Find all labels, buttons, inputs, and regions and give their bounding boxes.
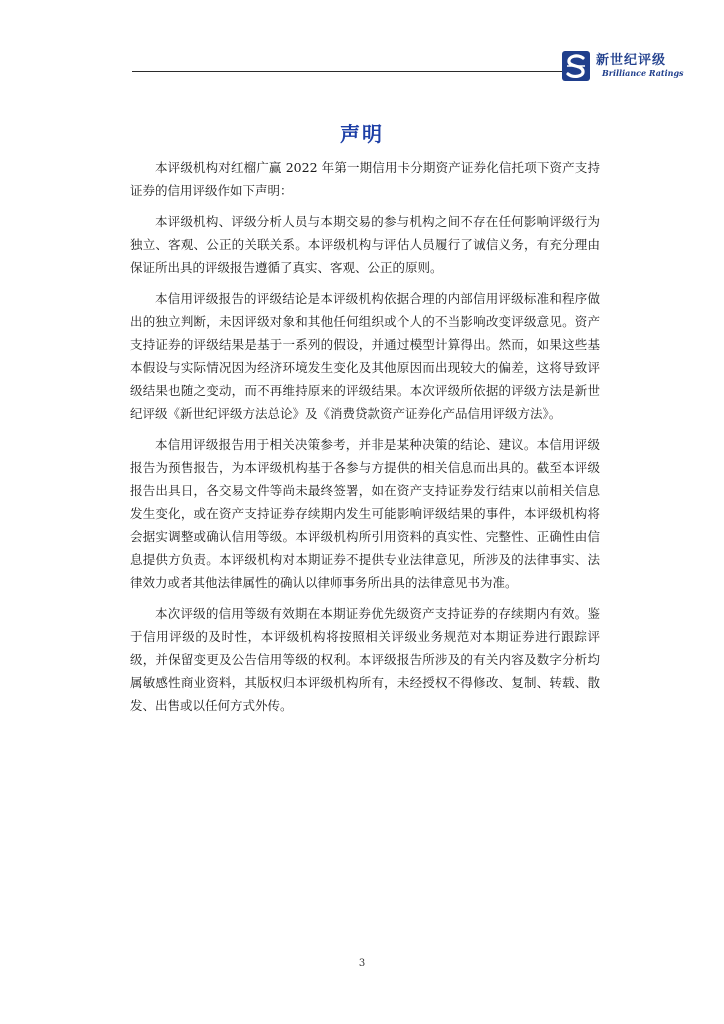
logo-chinese-text: 新世纪评级 [596, 53, 667, 68]
paragraph-independence: 本评级机构、评级分析人员与本期交易的参与机构之间不存在任何影响评级行为独立、客观、公正的关联关系。本评级机构与评估人员履行了诚信义务，有充分理由保证所出具的评级报告遵循了真实、客观、公正的原则。 [130, 214, 600, 275]
paragraph-rating-conclusion: 本信用评级报告的评级结论是本评级机构依据合理的内部信用评级标准和程序做出的独立判断，未因评级对象和其他任何组织或个人的不当影响改变评级意见。资产支持证券的评级结果是基于一系列的假设，并通过模型计算得出。然而，如果这些基本假设与实际情况因为经济环境发生变化及其他原因而出现较大的偏差，这将导致评级结果也随之变动，而不再维持原来的评级结果。本次评级所依据的评级方法是新世纪评级《新世纪评级方法总论》及《消费贷款资产证券化产品信用评级方法》。 [130, 291, 600, 421]
statement-body [130, 156, 600, 725]
logo-mark-icon [562, 51, 590, 81]
paragraph-validity: 本次评级的信用等级有效期在本期证券优先级资产支持证券的存续期内有效。鉴于信用评级的及时性，本评级机构将按照相关评级业务规范对本期证券进行跟踪评级，并保留变更及公告信用等级的权利。本评级报告所涉及的有关内容及数字分析均属敏感性商业资料，其版权归本评级机构所有，未经授权不得修改、复制、转载、散发、出售或以任何方式外传。 [130, 606, 600, 713]
logo-english-text: Brilliance Ratings [602, 68, 684, 78]
header-rule [132, 71, 564, 72]
brilliance-ratings-logo [562, 47, 702, 83]
page-number: 3 [358, 958, 366, 969]
page-title: 声明 [340, 122, 384, 146]
paragraph-intro: 本评级机构对红榴广赢 2022 年第一期信用卡分期资产证券化信托项下资产支持证券的信用评级作如下声明： [130, 160, 600, 198]
paragraph-usage: 本信用评级报告用于相关决策参考，并非是某种决策的结论、建议。本信用评级报告为预售报告，为本评级机构基于各参与方提供的相关信息而出具的。截至本评级报告出具日，各交易文件等尚未最终签署，如在资产支持证券发行结束以前相关信息发生变化，或在资产支持证券存续期内发生可能影响评级结果的事件，本评级机构将会据实调整或确认信用等级。本评级机构所引用资料的真实性、完整性、正确性由信息提供方负责。本评级机构对本期证券不提供专业法律意见，所涉及的法律事实、法律效力或者其他法律属性的确认以律师事务所出具的法律意见书为准。 [130, 437, 600, 590]
